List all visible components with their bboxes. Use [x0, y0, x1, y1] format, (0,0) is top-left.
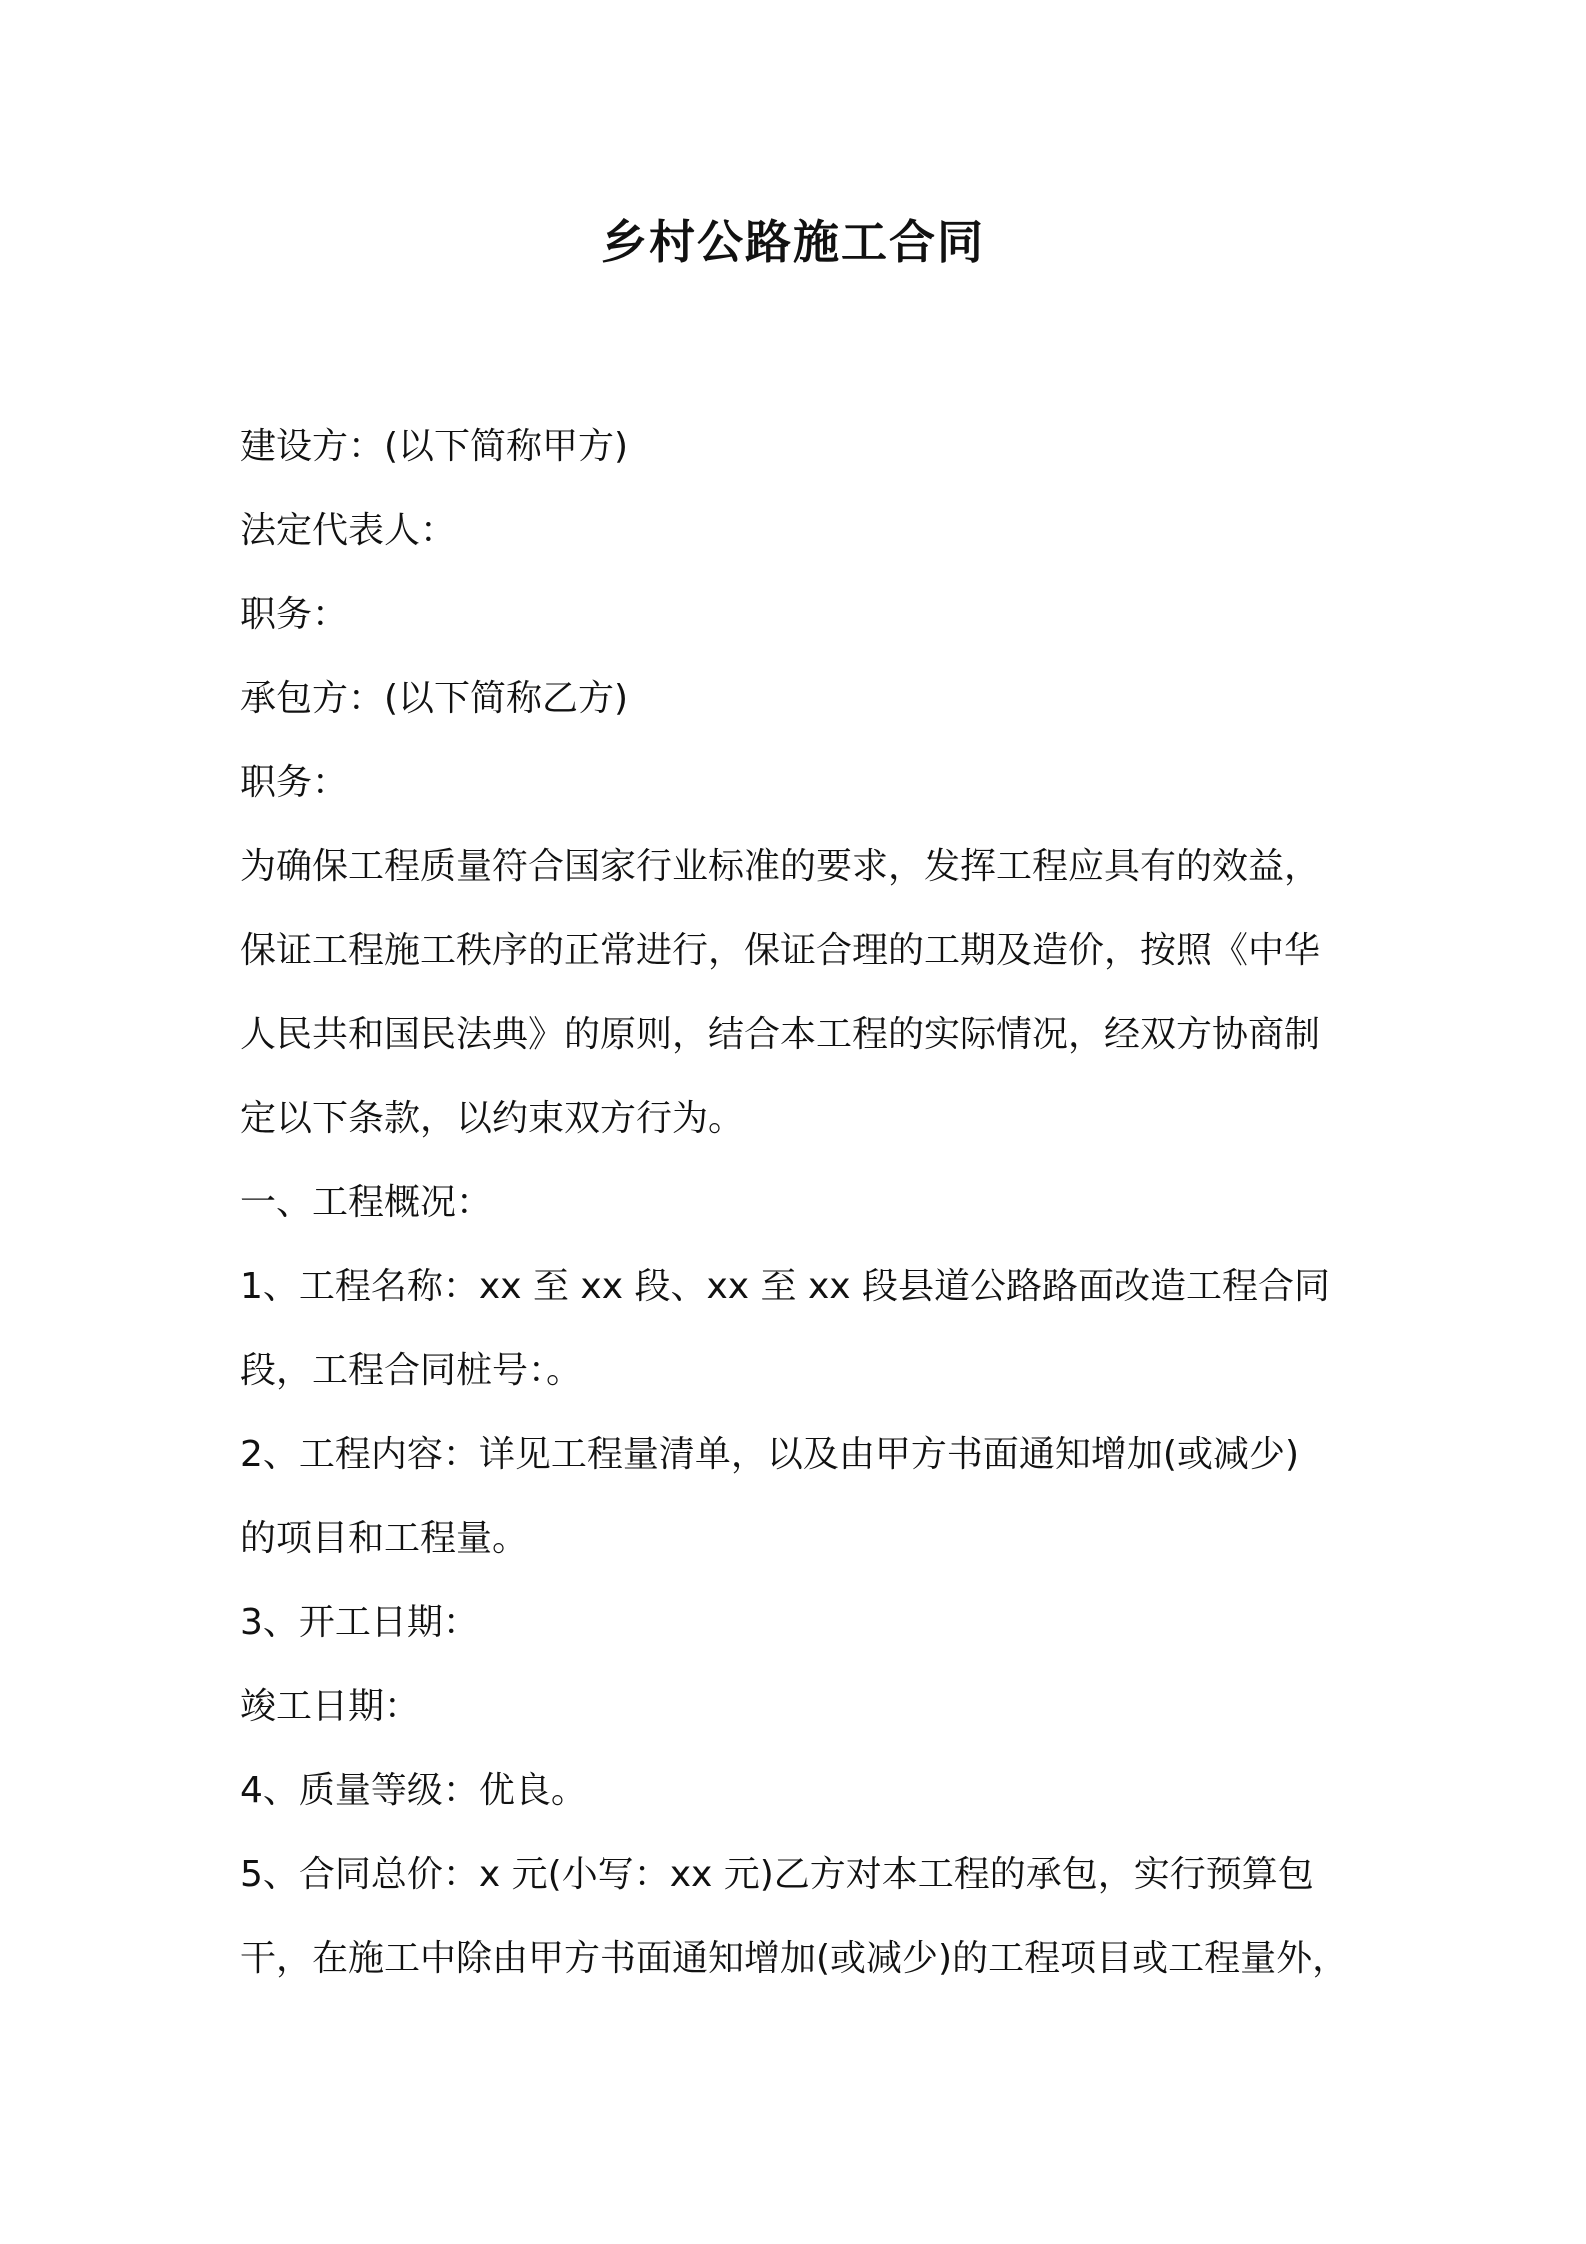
clause-5-line-1: 5、合同总价：x 元(小写：xx 元)乙方对本工程的承包，实行预算包 — [240, 1854, 1314, 1895]
position-line-b: 职务： — [240, 762, 349, 803]
clause-1-line-2: 段，工程合同桩号：。 — [240, 1350, 583, 1391]
clause-2-line-2: 的项目和工程量。 — [240, 1518, 529, 1559]
clause-5-line-2: 干，在施工中除由甲方书面通知增加(或减少)的工程项目或工程量外， — [240, 1938, 1349, 1979]
party-a-line: 建设方：(以下简称甲方) — [240, 426, 629, 467]
position-line-a: 职务： — [240, 594, 349, 635]
legal-representative-line: 法定代表人： — [240, 510, 457, 551]
preamble-line-2: 保证工程施工秩序的正常进行，保证合理的工期及造价，按照《中华 — [240, 930, 1321, 971]
section-heading-project-overview: 一、工程概况： — [240, 1182, 493, 1223]
clause-1-line-1: 1、工程名称：xx 至 xx 段、xx 至 xx 段县道公路路面改造工程合同 — [240, 1266, 1331, 1307]
document-body — [240, 405, 1360, 2001]
clause-4-quality-grade: 4、质量等级：优良。 — [240, 1770, 587, 1811]
preamble-line-3: 人民共和国民法典》的原则，结合本工程的实际情况，经双方协商制 — [240, 1014, 1321, 1055]
document-title: 乡村公路施工合同 — [601, 215, 985, 269]
preamble-line-1: 为确保工程质量符合国家行业标准的要求，发挥工程应具有的效益， — [240, 846, 1321, 887]
clause-3-start-date: 3、开工日期： — [240, 1602, 479, 1643]
preamble-line-4: 定以下条款，以约束双方行为。 — [240, 1098, 745, 1139]
party-b-line: 承包方：(以下简称乙方) — [240, 678, 629, 719]
clause-2-line-1: 2、工程内容：详见工程量清单，以及由甲方书面通知增加(或减少) — [240, 1434, 1299, 1475]
clause-3-completion-date: 竣工日期： — [240, 1686, 421, 1727]
